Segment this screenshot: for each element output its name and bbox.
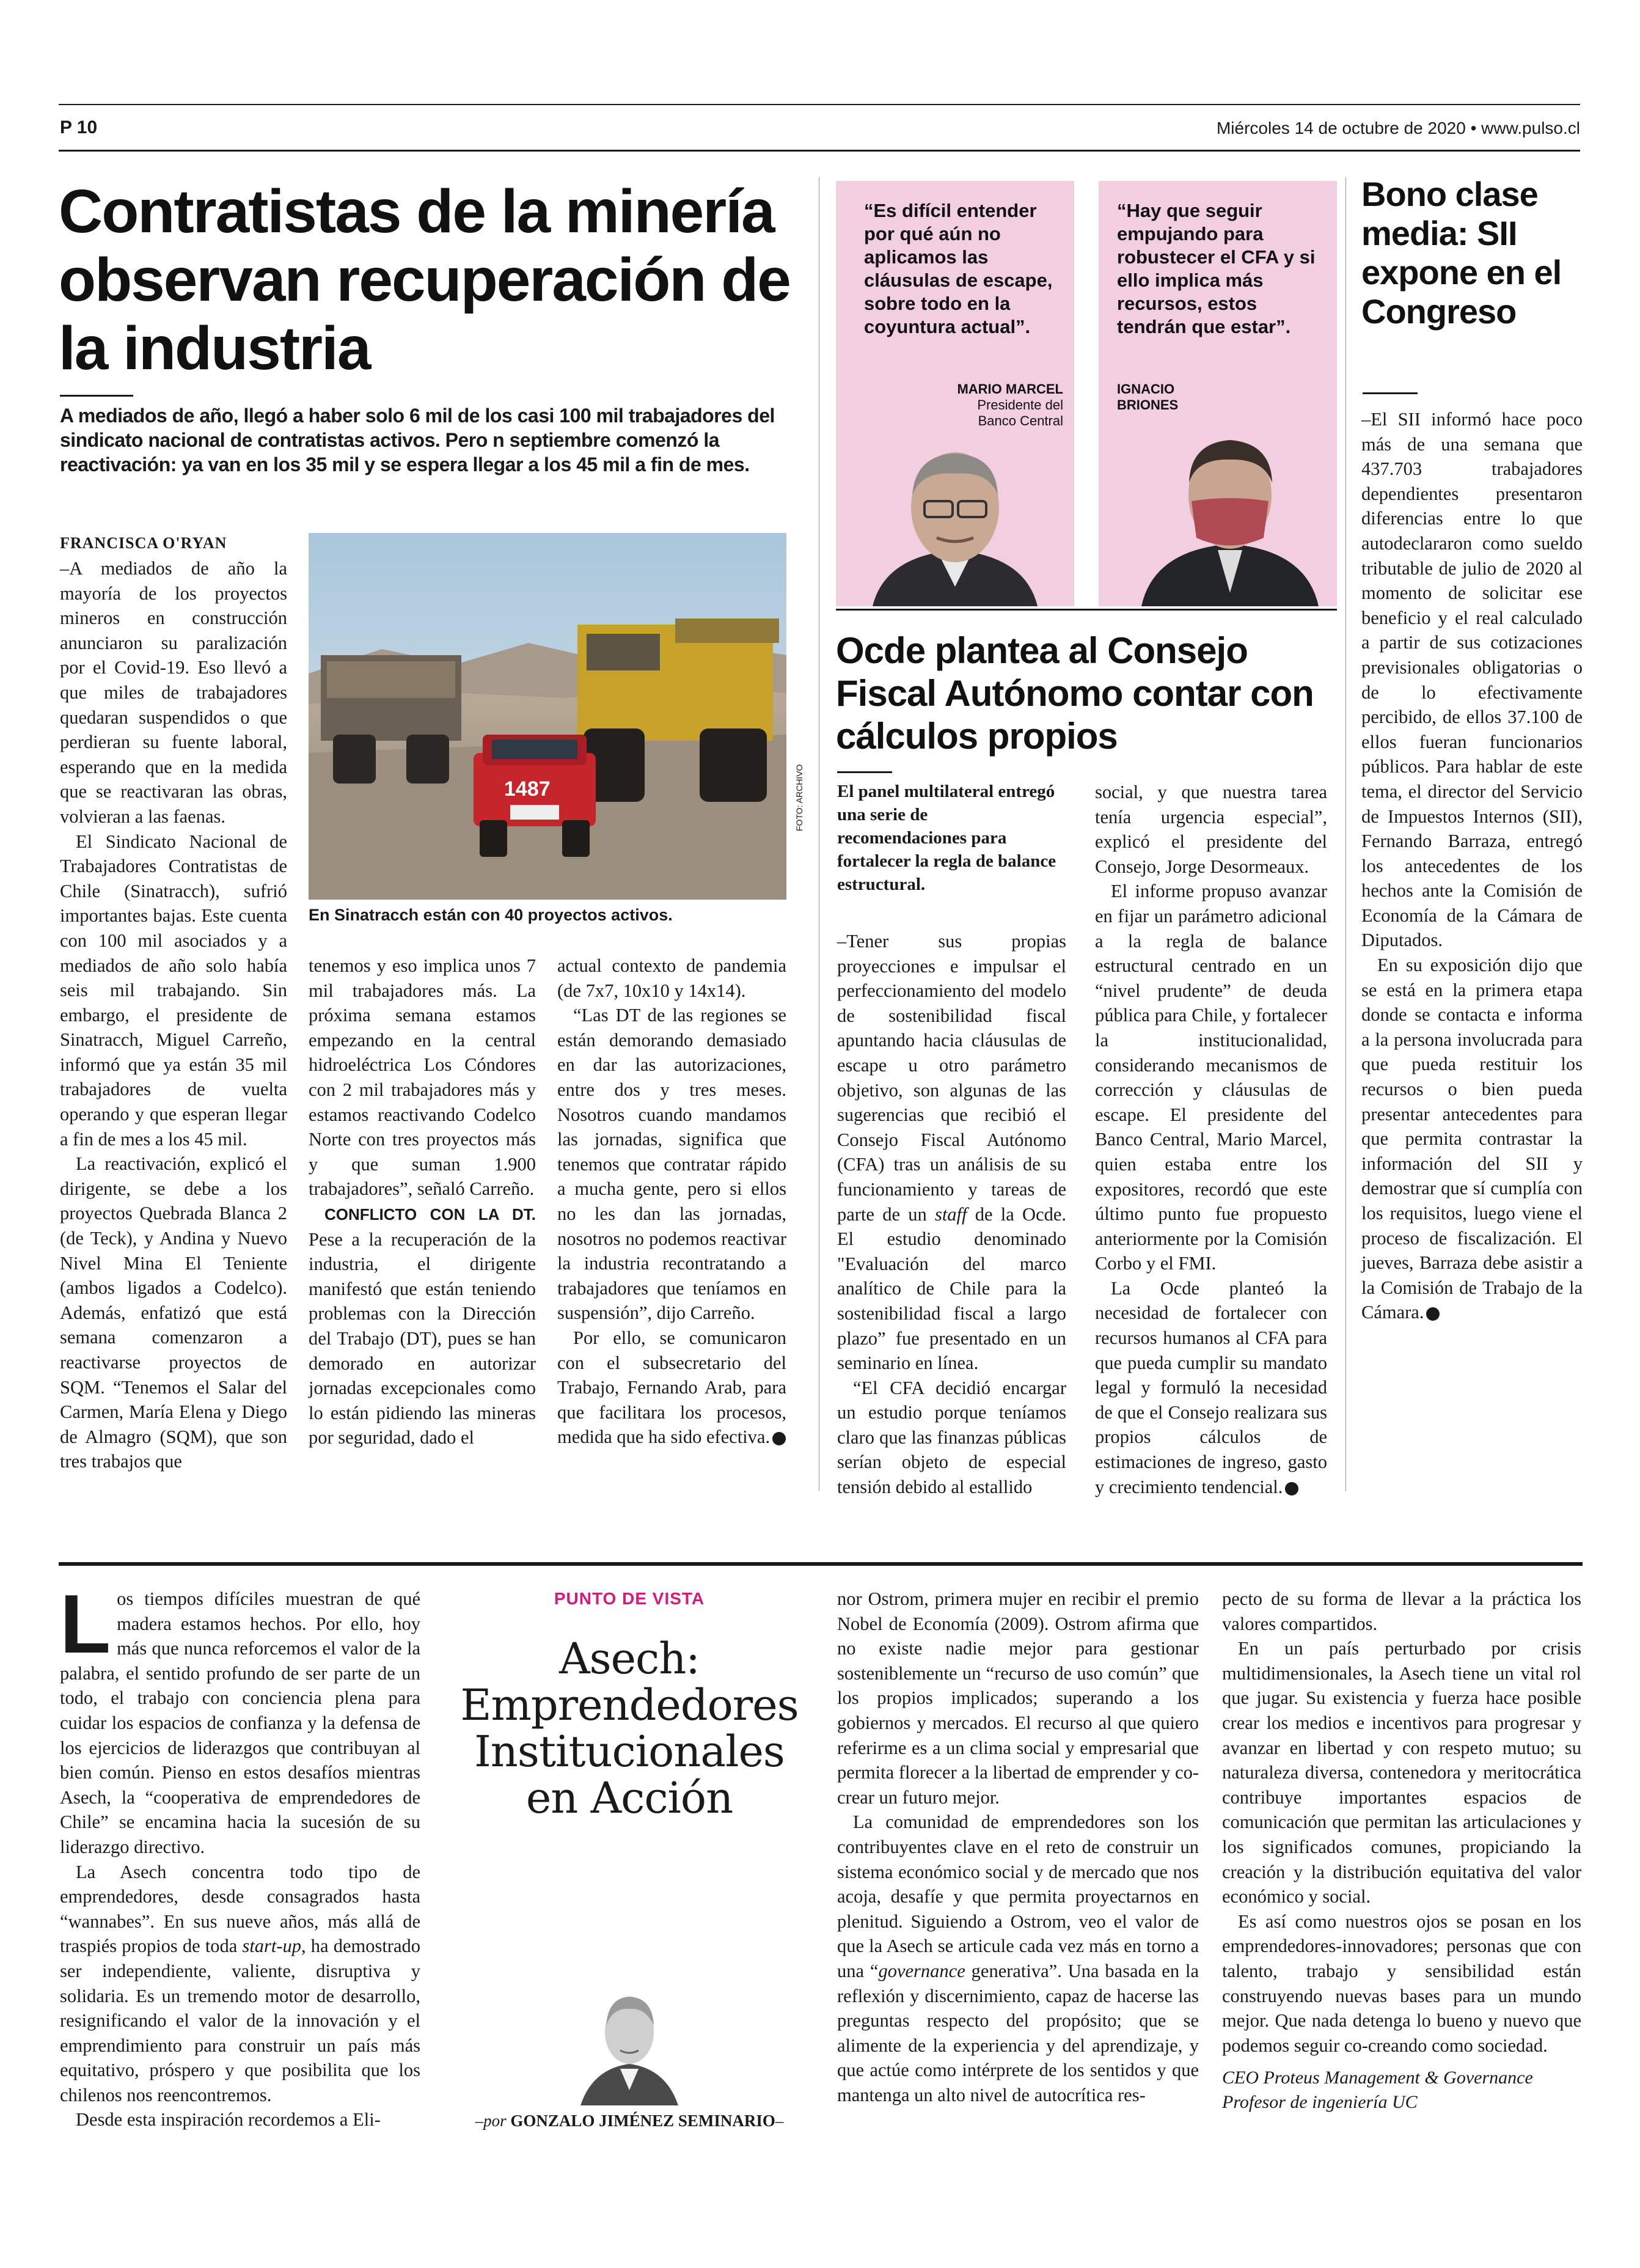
bono-end-mark: P (1426, 1307, 1440, 1321)
mining-trucks-illustration (309, 533, 786, 900)
section-label: PUNTO DE VISTA (554, 1589, 705, 1608)
main-col3-p2: “Las DT de las regiones se están demorando demasiado en dar las autorizaciones, entre dos y tres meses. Nosotros cuando mandamos las jornadas, significa que tenemos que contratar rápido a mucha gente, pero si ellos no les dan las jornadas, nosotros no podemos reactivar la industria recontratando a trabajadores que teníamos en suspensión”, dijo Carreño. (557, 1005, 786, 1324)
opinion-col-3 (837, 1587, 1199, 2107)
quote-marcel-name: MARIO MARCEL (957, 381, 1063, 397)
quote-marcel: “Es difícil entender por qué aún no aplicamos las cláusulas de escape, sobre todo en la coyuntura actual”. (864, 200, 1053, 337)
author-portrait (568, 1983, 690, 2105)
opinion-col1-p2b: , ha demostrado ser independiente, valiente, disruptiva y solidaria. Es un tremendo motor de desarrollo, resignificando el valor de la innovación y el emprendimiento para construir un país más equitativo, próspero y que posibilita que los chilenos nos reencontremos. (60, 1936, 420, 2105)
ocde-col2-p2: El informe propuso avanzar en fijar un parámetro adicional a la regla de balance estructural centrado en un “nivel prudente” de deuda pública para Chile, y fortalecer la institucionalidad, considerando mecanismos de corrección y cláusulas de escape. El presidente del Banco Central, Mario Marcel, quien estaba entre los expositores, recordó que este último punto fue propuesto anteriormente por la Comisión Corbo y el FMI. (1095, 881, 1327, 1274)
main-col1-p1: –A mediados de año la mayoría de los proyectos mineros en construcción anunciaron su paralización por el Covid-19. Eso llevó a que miles de trabajadores quedaran suspendidos o que perdieran su fuente laboral, esperando que en la medida que se reactivaran las obras, volvieran a las faenas. (60, 558, 287, 827)
end-mark: P (772, 1432, 786, 1445)
opinion-col3-p1: nor Ostrom, primera mujer en recibir el premio Nobel de Economía (2009). Ostrom afirma que no existe nadie mejor para gestionar sosteniblemente un “recurso de uso común” que los propios implicados; superando a los gobiernos y mercados. El recurso al que quiero referirme es a un clima social y empresarial que permita florecer a la libertad de emprender y co-crear un futuro mejor. (837, 1588, 1199, 1808)
opinion-col1-p3: Desde esta inspiración recordemos a Eli- (76, 2109, 381, 2130)
main-lead: A mediados de año, llegó a haber solo 6 mil de los casi 100 mil trabajadores del sindicato nacional de contratistas activos. Pero n septiembre comenzó la reactivación: ya van en los 35 mil y se espera llegar a los 45 mil a fin de mes. (60, 405, 775, 475)
ocde-headline: Ocde plantea al Consejo Fiscal Autónomo contar con cálculos propios (836, 630, 1314, 757)
photo-caption: En Sinatracch están con 40 proyectos activos. (309, 906, 673, 924)
ocde-col2-p1: social, y que nuestra tarea tenía urgencia especial”, explicó el presidente del Consejo, Jorge Desormeaux. (1095, 782, 1327, 877)
main-col-3 (557, 953, 794, 1450)
main-col1-p3: La reactivación, explicó el dirigente, se debe a los proyectos Quebrada Blanca 2 (de Teck), y Andina y Nuevo Nivel Mina El Teniente (ambos ligados a Codelco). Además, enfatizó que está semana comenzaron a reactivarse proyectos de SQM. “Tenemos el Salar del Carmen, María Elena y Diego de Almagro (SQM), que son tres trabajos que (60, 1153, 287, 1472)
opinion-col4-p1: pecto de su forma de llevar a la práctica los valores compartidos. (1222, 1588, 1581, 1634)
main-col2-p2: Pese a la recuperación de la industria, el dirigente manifestó que están teniendo problemas con la Dirección del Trabajo (DT), pues se han demorado en autorizar jornadas excepcionales como lo están pidiendo las mineras por seguridad, dado el (309, 1228, 536, 1448)
main-col3-p3: Por ello, se comunicaron con el subsecretario del Trabajo, Fernando Arab, para que facilitara los procesos, medida que ha sido efectiva. (557, 1327, 786, 1448)
opinion-col1-p2a: La Asech concentra todo tipo de emprendedores, desde consagrados hasta “wannabes”. En sus nueve años, más allá de traspiés propios de toda (60, 1861, 420, 1957)
byline-suffix: – (775, 2112, 784, 2130)
signature-line-1: CEO Proteus Management & Governance (1222, 2068, 1533, 2088)
quote-briones-name: IGNACIO BRIONES (1117, 381, 1179, 413)
header-top-rule (59, 104, 1580, 105)
governance-italic: governance (878, 1960, 965, 1981)
photo-credit: FOTO: ARCHIVO (794, 764, 804, 831)
main-col-1 (60, 556, 287, 1474)
quote-briones: “Hay que seguir empujando para robustecer el CFA y si ello implica más recursos, estos tendrán que estar”. (1117, 200, 1316, 337)
opinion-col3-p2b: generativa”. Una basada en la reflexión y discernimiento, capaz de hacerse las preguntas respecto del propósito; que se alimente de la experiencia y del aprendizaje, y que actúe como intérprete de los sentidos y que mantenga un alto nivel de autocrítica res- (837, 1960, 1199, 2105)
opinion-col1-p1: os tiempos difíciles muestran de qué madera estamos hechos. Por ello, hoy más que nunca reforcemos el valor de la palabra, el sentido profundo de ser parte de un todo, el trabajo con conciencia plena para cuidar los espacios de confianza y la defensa de los ejercicios de liderazgos que contribuyan al bien común. Pienso en estos desafíos mientras Asech, la “cooperativa de emprendedores de Chile” se encamina hacia la sucesión de su liderazgo directivo. (60, 1588, 420, 1857)
main-col3-p1: actual contexto de pandemia (de 7x7, 10x10 y 14x14). (557, 955, 786, 1001)
ocde-col1-p1: –Tener sus propias proyecciones e impulsar el perfeccionamiento del modelo de sostenibilidad fiscal apuntando hacia cláusulas de escape u otro parámetro objetivo, son algunas de las sugerencias que recibió el Consejo Fiscal Autónomo (CFA) tras un análisis de su funcionamiento y tareas de parte de un (837, 931, 1066, 1225)
truck-number: 1487 (504, 777, 551, 801)
author-signature (1222, 2066, 1581, 2115)
opinion-col-4 (1222, 1587, 1581, 2058)
ocde-end-mark: P (1285, 1482, 1298, 1495)
bono-body (1361, 407, 1583, 1325)
briones-portrait-illustration (1099, 416, 1337, 606)
ocde-lead: El panel multilateral entregó una serie de recomendaciones para fortalecer la regla de balance estructural. (837, 782, 1056, 894)
ocde-col1-p2: “El CFA decidió encargar un estudio porque teníamos claro que las finanzas públicas serían objeto de especial tensión debido al estallido (837, 1377, 1066, 1498)
opinion-col3-p2a: La comunidad de emprendedores son los contribuyentes clave en el reto de construir un sistema económico social y de mercado que nos acoja, desafíe y que permita proyectarnos en plenitud. Siguiendo a Ostrom, veo el valor de que la Asech se articule cada vez más en torno a una “ (837, 1811, 1199, 1981)
page-number: P 10 (60, 117, 98, 138)
ocde-col-2 (1095, 780, 1327, 1499)
author-portrait-illustration (568, 1983, 690, 2105)
byline-prefix: –por (475, 2112, 511, 2130)
bono-rule (1363, 392, 1418, 394)
main-headline: Contratistas de la minería observan recuperación de la industria (59, 177, 790, 383)
ocde-col2-p3: La Ocde planteó la necesidad de fortalecer con recursos humanos al CFA para que pueda cumplir su mandato legal y formuló la necesidad de que el Consejo realizara sus propios cálculos de estimaciones de ingreso, gasto y crecimiento tendencial. (1095, 1277, 1327, 1497)
main-col-2 (309, 953, 536, 1450)
column-divider-right (1345, 177, 1346, 1491)
lead-rule (60, 395, 133, 397)
opinion-top-rule (59, 1562, 1583, 1566)
quotes-bottom-rule (836, 609, 1337, 611)
main-col1-p2: El Sindicato Nacional de Trabajadores Contratistas de Chile (Sinatracch), sufrió importantes bajas. Este cuenta con 100 mil asociados y a mediados de año solo había seis mil trabajando. Sin embargo, el presidente de Sinatracch, Miguel Carreño, informó que ya están 35 mil trabajadores de vuelta operando y que esperan llegar a fin de mes a los 45 mil. (60, 831, 287, 1150)
bono-p2: En su exposición dijo que se está en la primera etapa donde se contacta e informa a la persona involucrada para que pueda restituir los recursos o bien pueda presentar antecedentes para que permita contrastar la información del SII y demostrar que sí cumplía con los requisitos, luego viene el proceso de fiscalización. El jueves, Barraza debe asistir a la Comisión de Trabajo de la Cámara. (1361, 955, 1583, 1323)
bono-p1: –El SII informó hace poco más de una semana que 437.703 trabajadores dependientes presentaron diferencias entre lo que autodeclararon como sueldo tributable de julio de 2020 al momento de solicitar ese beneficio y el real calculado a partir de sus cotizaciones previsionales obligatorias o de lo efectivamente percibido, de ellos 37.100 de ellos fueran funcionarios públicos. Para hablar de este tema, el director del Servicio de Impuestos Internos (SII), Fernando Barraza, entregó los antecedentes de los hechos ante la Comisión de Economía de la Cámara de Diputados. (1361, 409, 1583, 951)
startup-italic: start-up (242, 1936, 302, 1957)
conflict-subhead: CONFLICTO CON LA DT. (324, 1205, 536, 1224)
bono-headline: Bono clase media: SII expone en el Congreso (1361, 175, 1562, 331)
quote-marcel-attribution (953, 381, 1063, 429)
byline: FRANCISCA O'RYAN (60, 534, 227, 552)
ocde-col-1 (837, 929, 1066, 1500)
opinion-byline (464, 2112, 794, 2130)
opinion-dropcap: L (60, 1577, 111, 1670)
header-bottom-rule (59, 150, 1580, 152)
date-and-site: Miércoles 14 de octubre de 2020 • www.pulso.cl (1216, 119, 1580, 138)
signature-line-2: Profesor de ingeniería UC (1222, 2092, 1418, 2112)
opinion-col-1 (60, 1577, 420, 2132)
briones-portrait (1099, 416, 1337, 606)
quote-marcel-title: Presidente del Banco Central (977, 397, 1063, 428)
ocde-col1-p1-end: de la Ocde. El estudio denominado "Evaluación del marco analítico de Chile para la sostenibilidad fiscal a largo plazo” fue presentado en un seminario en línea. (837, 1203, 1067, 1374)
ocde-staff-italic: staff (934, 1203, 967, 1225)
mining-trucks-photo (309, 533, 786, 900)
marcel-portrait-illustration (836, 440, 1074, 606)
opinion-col4-p3: Es así como nuestros ojos se posan en los emprendedores-innovadores; personas que con talento, trabajo y sensibilidad están construyendo nuevas bases para un mundo mejor. Que nada detenga lo bueno y nuevo que podemos seguir co-creando como sociedad. (1222, 1910, 1581, 2056)
author-name: GONZALO JIMÉNEZ SEMINARIO (510, 2112, 775, 2130)
opinion-title: Asech: Emprendedores Institucionales en Acción (460, 1634, 799, 1823)
ocde-lead-rule (837, 771, 892, 773)
main-col2-p1: tenemos y eso implica unos 7 mil trabajadores más. La próxima semana estamos empezando en la central hidroeléctrica Los Cóndores con 2 mil trabajadores más y estamos reactivando Codelco Norte con tres proyectos más y que suman 1.900 trabajadores”, señaló Carreño. (309, 955, 536, 1200)
opinion-col4-p2: En un país perturbado por crisis multidimensionales, la Asech tiene un vital rol que jugar. Su existencia y fuerza hace posible crear los medios e incentivos para progresar y avanzar en libertad y con respeto mutuo; su naturaleza diversa, contenedora y meritocrática contribuye importantes espacios de comunicación que permitan las articulaciones y los significados comunes, propiciando la creación y la distribución equitativa del valor económico y social. (1222, 1638, 1581, 1907)
marcel-portrait (836, 440, 1074, 606)
